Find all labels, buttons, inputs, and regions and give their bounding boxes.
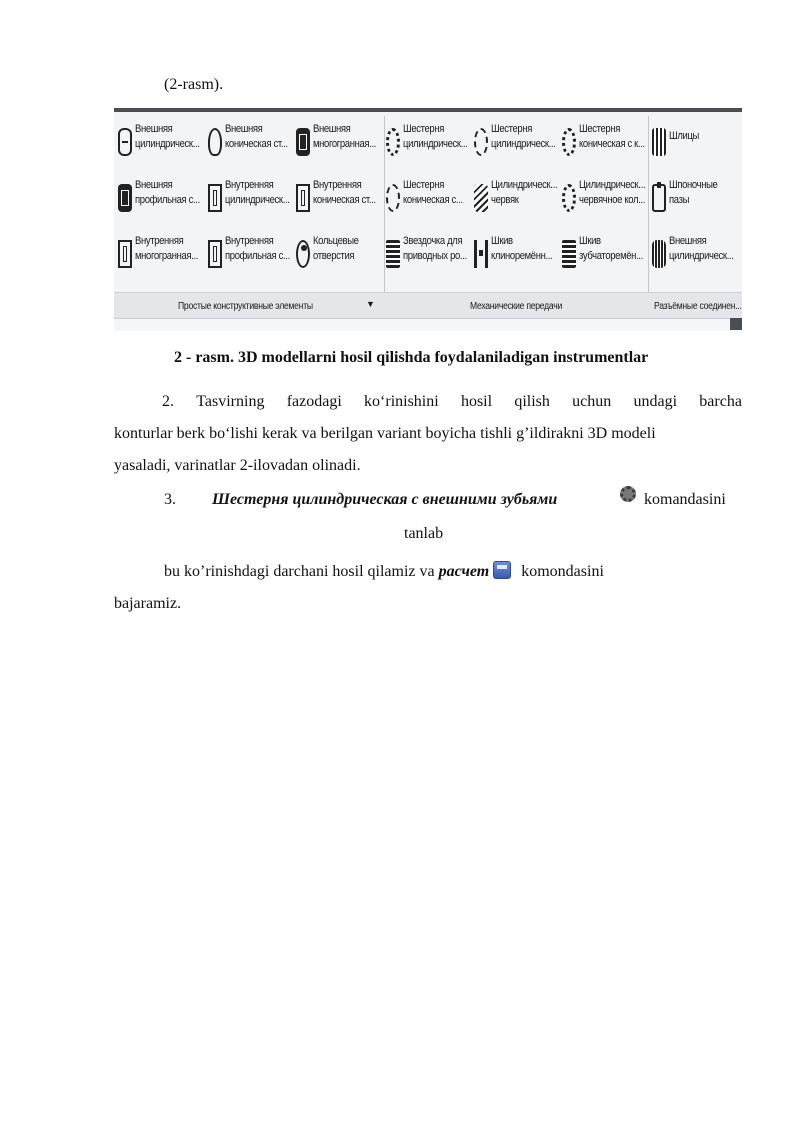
tool-label-line2: коническая ст... [313, 194, 376, 206]
tool-label-line2: цилиндрическ... [491, 138, 556, 150]
paragraph-line [114, 386, 742, 418]
paragraph-line: bajaramiz. [114, 595, 182, 612]
group-footer-simple[interactable]: Простые конструктивные элементы [178, 301, 313, 312]
toolbar-groups [114, 112, 742, 296]
command-suffix: komandasini [644, 491, 726, 508]
item-number: 2. [162, 393, 174, 410]
group-footer-joints[interactable]: Разъёмные соединен... [654, 301, 742, 312]
tool-label-line2: коническая с... [403, 194, 463, 206]
tool-label-line1: Внутренняя [225, 179, 274, 191]
keyway-icon [652, 184, 666, 212]
tool-ring-holes[interactable] [296, 234, 384, 288]
calculator-icon [493, 561, 511, 579]
tool-label-line2: червячное кол... [579, 194, 646, 206]
gear-command-name: Шестерня цилиндрическая с внешними зубьями [212, 491, 558, 508]
tool-label-line2: профильная с... [225, 250, 290, 262]
toolbar-screenshot [114, 108, 742, 330]
tool-label-line1: Цилиндрическ... [491, 179, 558, 191]
tool-label-line2: клиноремённ... [491, 250, 553, 262]
tool-label-line1: Внутренняя [135, 235, 184, 247]
tool-worm-wheel[interactable] [562, 178, 650, 232]
tool-internal-profile[interactable] [208, 234, 296, 288]
tool-external-cone[interactable] [208, 122, 296, 176]
word: uchun [572, 393, 612, 410]
tool-label-line2: пазы [669, 194, 690, 206]
tool-label-line2: коническая с к... [579, 138, 645, 150]
word: Tasvirning [196, 393, 265, 410]
tool-label-line1: Шпоночные [669, 179, 718, 191]
internal-profile-icon [208, 240, 222, 268]
tool-external-cylindrical-thread[interactable] [652, 234, 740, 288]
tool-label-line1: Внутренняя [225, 235, 274, 247]
tool-label-line1: Внешняя [135, 123, 173, 135]
tool-label-line2: червяк [491, 194, 519, 206]
tool-label-line2: цилиндрическ... [225, 194, 290, 206]
tool-label-line2: зубчаторемён... [579, 250, 643, 262]
tool-label-line1: Шестерня [403, 179, 445, 191]
external-cylinder-icon [118, 128, 132, 156]
spur-gear-icon [386, 128, 400, 156]
text-run: bu ko’rinishdagi darchani hosil qilamiz va [164, 563, 435, 580]
tool-label-line2: коническая ст... [225, 138, 288, 150]
tool-external-cylinder[interactable] [118, 122, 206, 176]
toolbar-footer [114, 292, 742, 319]
toolbar-corner [730, 318, 742, 330]
external-polyhedral-icon [296, 128, 310, 156]
word: undagi [633, 393, 678, 410]
dropdown-arrow-icon[interactable]: ▼ [366, 299, 375, 309]
tool-label-line2: отверстия [313, 250, 355, 262]
tool-timing-pulley[interactable] [562, 234, 650, 288]
tool-internal-cone[interactable] [296, 178, 384, 232]
tool-spur-gear[interactable] [386, 122, 474, 176]
worm-icon [474, 184, 488, 212]
toolbar-bottom-strip [114, 318, 742, 331]
v-belt-pulley-icon [474, 240, 488, 268]
tool-label-line1: Шлицы [669, 130, 699, 142]
tool-bevel-gear-2[interactable] [386, 178, 474, 232]
gear-icon [620, 486, 636, 502]
group-detachable-joints [652, 112, 742, 296]
tool-label-line2: цилиндрическ... [135, 138, 200, 150]
tool-label-line2: профильная с... [135, 194, 200, 206]
external-profile-icon [118, 184, 132, 212]
group-mechanical-transmissions [386, 112, 648, 296]
external-cylindrical-thread-icon [652, 240, 666, 268]
word: barcha [699, 393, 742, 410]
paragraph-item-3 [114, 484, 742, 554]
tool-label-line1: Шкив [491, 235, 513, 247]
sprocket-icon [386, 240, 400, 268]
tool-label-line1: Внешняя [313, 123, 351, 135]
tool-label-line1: Шестерня [579, 123, 621, 135]
tool-label-line1: Внешняя [669, 235, 707, 247]
tool-label-line2: приводных ро... [403, 250, 467, 262]
spur-gear-internal-icon [474, 128, 488, 156]
tool-label-line1: Кольцевые [313, 235, 359, 247]
paragraph-line: yasaladi, varinatlar 2-ilovadan olinadi. [114, 457, 361, 474]
tool-keyway[interactable] [652, 178, 740, 232]
word: fazodagi [286, 393, 342, 410]
paragraph-line: konturlar berk bo‘lishi kerak va berilgan variant boyicha tishli g’ildirakni 3D modeli [114, 425, 656, 442]
tool-external-polyhedral[interactable] [296, 122, 384, 176]
tool-worm[interactable] [474, 178, 562, 232]
internal-cone-icon [296, 184, 310, 212]
tool-label-line2: многогранная... [135, 250, 199, 262]
figure-caption: 2 - rasm. 3D modellarni hosil qilishda foydalaniladigan instrumentlar [174, 349, 649, 366]
tool-label-line2: цилиндрическ... [403, 138, 468, 150]
tool-label-line2: многогранная... [313, 138, 377, 150]
word: hosil [460, 393, 493, 410]
tool-internal-polyhedral[interactable] [118, 234, 206, 288]
tool-label-line1: Внешняя [225, 123, 263, 135]
tool-spur-gear-internal[interactable] [474, 122, 562, 176]
tool-label-line1: Шестерня [403, 123, 445, 135]
tool-label-line1: Цилиндрическ... [579, 179, 646, 191]
item-number: 3. [164, 491, 176, 508]
group-simple-elements [118, 112, 384, 296]
ring-holes-icon [296, 240, 310, 268]
tool-label-line1: Шкив [579, 235, 601, 247]
paragraph-item-2 [114, 386, 742, 482]
tool-label-line1: Шестерня [491, 123, 533, 135]
tool-sprocket[interactable] [386, 234, 474, 288]
tool-bevel-gear[interactable] [562, 122, 650, 176]
paragraph-line: tanlab [404, 525, 444, 542]
text-run: komondasini [521, 563, 604, 580]
intro-text: (2-rasm). [164, 76, 224, 93]
tool-external-profile[interactable] [118, 178, 206, 232]
internal-polyhedral-icon [118, 240, 132, 268]
worm-wheel-icon [562, 184, 576, 212]
tool-label-line1: Звездочка для [403, 235, 463, 247]
internal-cylinder-icon [208, 184, 222, 212]
external-cone-icon [208, 128, 222, 156]
word: qilish [514, 393, 550, 410]
tool-splines[interactable] [652, 122, 740, 176]
tool-label-line1: Внутренняя [313, 179, 362, 191]
bevel-gear-2-icon [386, 184, 400, 212]
word: ko‘rinishini [364, 393, 439, 410]
tool-internal-cylinder[interactable] [208, 178, 296, 232]
calculate-command: расчет [438, 563, 490, 580]
splines-icon [652, 128, 666, 156]
tool-label-line1: Внешняя [135, 179, 173, 191]
tool-label-line2: цилиндрическ... [669, 250, 734, 262]
tool-v-belt-pulley[interactable] [474, 234, 562, 288]
bevel-gear-icon [562, 128, 576, 156]
paragraph-line [164, 556, 604, 588]
timing-pulley-icon [562, 240, 576, 268]
group-footer-mechanical[interactable]: Механические передачи [470, 301, 562, 312]
